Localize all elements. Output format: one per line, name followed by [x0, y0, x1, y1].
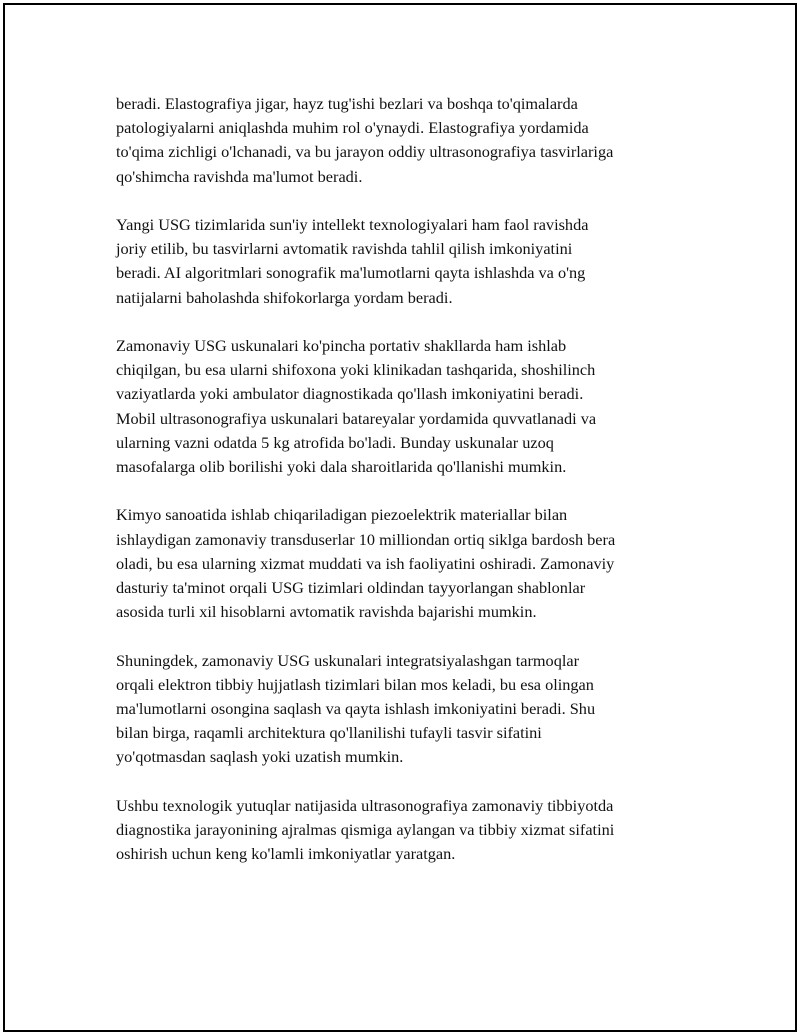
- paragraph-conclusion: [116, 794, 686, 867]
- text-line: natijalarni baholashda shifokorlarga yordam beradi.: [116, 287, 453, 307]
- text-line: patologiyalarni aniqlashda muhim rol o'ynaydi. Elastografiya yordamida: [116, 118, 589, 138]
- text-line: Yangi USG tizimlarida sun'iy intellekt texnologiyalari ham faol ravishda: [116, 215, 589, 234]
- paragraph-elastography: [116, 92, 686, 189]
- text-line: asosida turli xil hisoblarni avtomatik ravishda bajarishi mumkin.: [116, 602, 537, 622]
- text-line: dasturiy ta'minot orqali USG tizimlari oldindan tayyorlangan shablonlar: [116, 578, 586, 598]
- text-line: yo'qotmasdan saqlash yoki uzatish mumkin.: [116, 747, 404, 767]
- text-line: ishlaydigan zamonaviy transduserlar 10 milliondan ortiq siklga bardosh bera: [116, 529, 616, 549]
- text-line: to'qima zichligi o'lchanadi, va bu jarayon oddiy ultrasonografiya tasvirlariga: [116, 142, 614, 162]
- paragraph-network-integration: [116, 649, 686, 770]
- text-line: beradi. AI algoritmlari sonografik ma'lumotlarni qayta ishlashda va o'ng: [116, 263, 586, 283]
- text-line: Zamonaviy USG uskunalari ko'pincha portativ shakllarda ham ishlab: [116, 336, 567, 355]
- text-line: bilan birga, raqamli architektura qo'llanilishi tufayli tasvir sifatini: [116, 723, 542, 743]
- text-line: beradi. Elastografiya jigar, hayz tug'ishi bezlari va boshqa to'qimalarda: [116, 94, 578, 113]
- text-line: Ushbu texnologik yutuqlar natijasida ultrasonografiya zamonaviy tibbiyotda: [116, 795, 614, 815]
- text-line: joriy etilib, bu tasvirlarni avtomatik ravishda tahlil qilish imkoniyatini: [116, 239, 573, 259]
- text-line: masofalarga olib borilishi yoki dala sharoitlarida qo'llanishi mumkin.: [116, 457, 567, 477]
- document-body: [116, 92, 686, 891]
- text-line: Mobil ultrasonografiya uskunalari batareyalar yordamida quvvatlanadi va: [116, 408, 597, 428]
- text-line: Shuningdek, zamonaviy USG uskunalari integratsiyalashgan tarmoqlar: [116, 650, 580, 670]
- paragraph-ai-technologies: [116, 213, 686, 310]
- paragraph-portable-devices: [116, 334, 686, 479]
- text-line: vaziyatlarda yoki ambulator diagnostikada qo'llash imkoniyatini beradi.: [116, 384, 584, 404]
- text-line: oshirish uchun keng ko'lamli imkoniyatlar yaratgan.: [116, 844, 456, 864]
- text-line: orqali elektron tibbiy hujjatlash tizimlari bilan mos keladi, bu esa olingan: [116, 674, 594, 694]
- text-line: Kimyo sanoatida ishlab chiqariladigan piezoelektrik materiallar bilan: [116, 505, 568, 525]
- text-line: oladi, bu esa ularning xizmat muddati va ish faoliyatini oshiradi. Zamonaviy: [116, 553, 615, 573]
- text-line: qo'shimcha ravishda ma'lumot beradi.: [116, 166, 363, 186]
- text-line: chiqilgan, bu esa ularni shifoxona yoki klinikadan tashqarida, shoshilinch: [116, 360, 596, 380]
- text-line: ma'lumotlarni osongina saqlash va qayta ishlash imkoniyatini beradi. Shu: [116, 699, 596, 719]
- text-line: ularning vazni odatda 5 kg atrofida bo'ladi. Bunday uskunalar uzoq: [116, 432, 554, 452]
- text-line: diagnostika jarayonining ajralmas qismiga aylangan va tibbiy xizmat sifatini: [116, 820, 615, 840]
- paragraph-transducers: [116, 503, 686, 624]
